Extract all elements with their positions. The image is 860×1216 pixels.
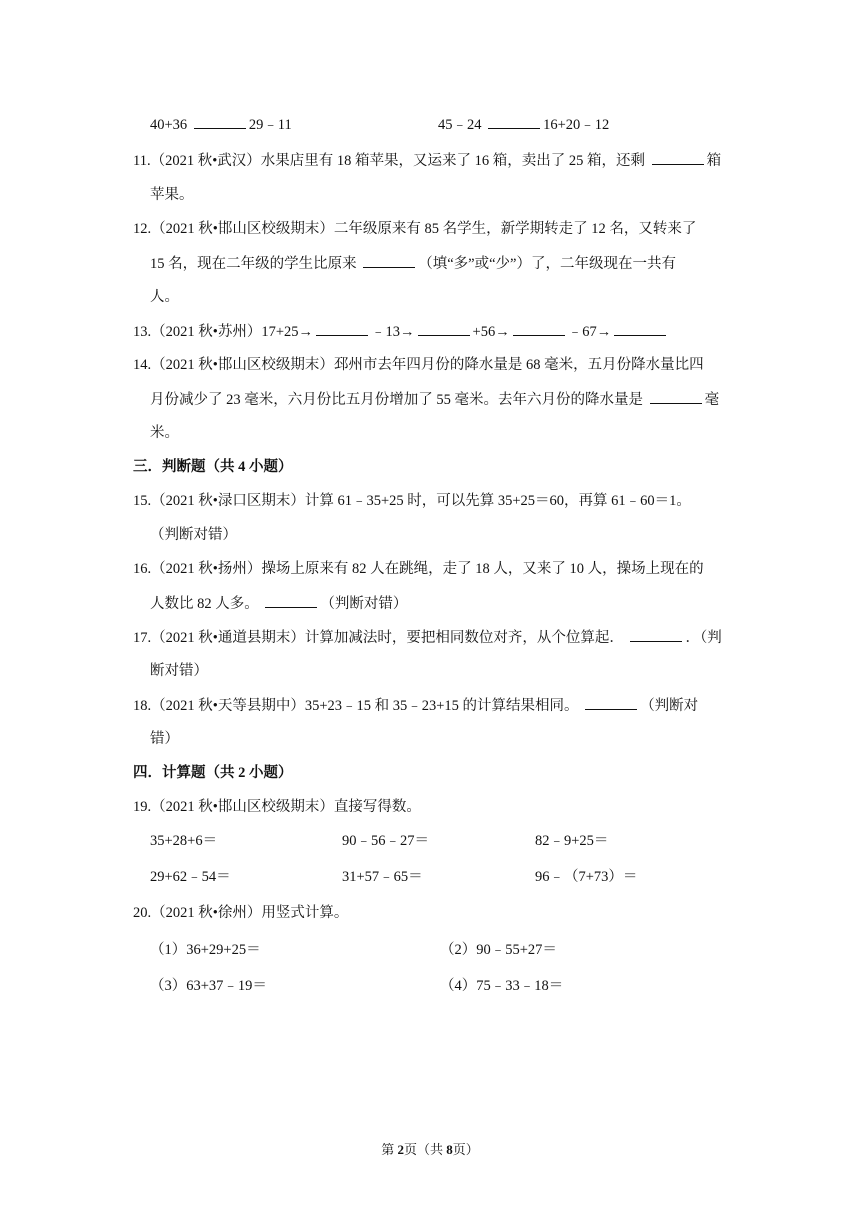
question-text: 15 名，现在二年级的学生比原来 — [150, 256, 357, 272]
answer-blank[interactable] — [418, 321, 470, 336]
answer-blank[interactable] — [265, 593, 317, 608]
vertical-calc-item: （3）63+37﹣19＝ — [150, 978, 267, 994]
question-text: +56→ — [472, 324, 510, 340]
calc-item: 31+57﹣65＝ — [342, 869, 423, 885]
question-text: 人数比 82 人多。 — [150, 596, 259, 612]
question-20-title: 20.（2021 秋•徐州）用竖式计算。 — [133, 905, 349, 921]
page-number: 2 — [397, 1142, 404, 1157]
question-text: 箱 — [706, 153, 722, 169]
answer-blank[interactable] — [614, 321, 666, 336]
question-11-line2: 苹果。 — [150, 187, 194, 203]
calc-item: 82﹣9+25＝ — [535, 833, 609, 849]
question-12-line3: 人。 — [150, 289, 179, 305]
compare-left-a: 40+36 — [150, 117, 188, 133]
footer-text: 页） — [452, 1142, 479, 1157]
answer-blank[interactable] — [650, 389, 702, 404]
question-text: ﹣13→ — [371, 324, 415, 340]
question-text: （判断对 — [640, 698, 699, 714]
footer-text: 页（共 — [403, 1142, 447, 1157]
section-3-heading: 三．判断题（共 4 小题） — [133, 459, 293, 475]
question-16-line1: 16.（2021 秋•扬州）操场上原来有 82 人在跳绳，走了 18 人，又来了 10 人，操场上现在的 — [133, 561, 704, 577]
question-15-line1: 15.（2021 秋•渌口区期末）计算 61﹣35+25 时，可以先算 35+25＝60，再算 61﹣60＝1。 — [133, 493, 691, 509]
answer-blank[interactable] — [585, 695, 637, 710]
compare-left — [150, 114, 292, 135]
vertical-calc-item: （4）75﹣33﹣18＝ — [440, 978, 564, 994]
question-12-line1: 12.（2021 秋•邯山区校级期末）二年级原来有 85 名学生，新学期转走了 12 名，又转来了 — [133, 221, 697, 237]
question-text: 13.（2021 秋•苏州）17+25→ — [133, 324, 314, 340]
question-text: 11.（2021 秋•武汉）水果店里有 18 箱苹果，又运来了 16 箱，卖出了 25 箱，还剩 — [133, 153, 646, 169]
question-text: 毫 — [704, 392, 720, 408]
answer-blank[interactable] — [194, 114, 246, 129]
calc-item: 35+28+6＝ — [150, 833, 218, 849]
calc-item: 90﹣56﹣27＝ — [342, 833, 429, 849]
answer-blank[interactable] — [363, 253, 415, 268]
compare-left-b: 29﹣11 — [248, 117, 292, 133]
question-text: ．（判 — [685, 630, 722, 646]
answer-blank[interactable] — [513, 321, 565, 336]
question-17-line1 — [133, 627, 722, 648]
question-text: 月份减少了 23 毫米，六月份比五月份增加了 55 毫米。去年六月份的降水量是 — [150, 392, 643, 408]
question-14-line1: 14.（2021 秋•邯山区校级期末）邳州市去年四月份的降水量是 68 毫米，五月份降水量比四 — [133, 357, 704, 373]
question-18-line1 — [133, 695, 698, 716]
question-text: （判断对错） — [320, 596, 408, 612]
question-text: 17.（2021 秋•通道县期末）计算加减法时，要把相同数位对齐，从个位算起． — [133, 630, 624, 646]
question-14-line2 — [150, 389, 719, 410]
question-19-title: 19.（2021 秋•邯山区校级期末）直接写得数。 — [133, 799, 421, 815]
question-13 — [133, 321, 669, 342]
vertical-calc-item: （1）36+29+25＝ — [150, 942, 261, 958]
question-18-line2: 错） — [150, 731, 179, 747]
calc-item: 96﹣（7+73）＝ — [535, 869, 638, 885]
question-15-line2: （判断对错） — [150, 527, 237, 543]
compare-right-b: 16+20﹣12 — [543, 117, 610, 133]
question-17-line2: 断对错） — [150, 663, 208, 679]
question-11-line1 — [133, 150, 721, 171]
page-total: 8 — [446, 1142, 453, 1157]
footer-text: 第 — [381, 1142, 398, 1157]
question-text: ﹣67→ — [567, 324, 612, 340]
answer-blank[interactable] — [630, 627, 682, 642]
page-footer — [0, 1139, 860, 1158]
question-12-line2 — [150, 253, 676, 274]
calc-item: 29+62﹣54＝ — [150, 869, 231, 885]
answer-blank[interactable] — [488, 114, 540, 129]
vertical-calc-item: （2）90﹣55+27＝ — [440, 942, 557, 958]
compare-right — [438, 114, 609, 135]
answer-blank[interactable] — [652, 150, 704, 165]
question-14-line3: 米。 — [150, 425, 179, 441]
compare-right-a: 45﹣24 — [438, 117, 482, 133]
answer-blank[interactable] — [316, 321, 368, 336]
section-4-heading: 四．计算题（共 2 小题） — [133, 765, 293, 781]
question-text: 18.（2021 秋•天等县期中）35+23﹣15 和 35﹣23+15 的计算结果相同。 — [133, 698, 579, 714]
question-16-line2 — [150, 593, 407, 614]
question-text: （填“多”或“少”）了，二年级现在一共有 — [418, 256, 676, 272]
